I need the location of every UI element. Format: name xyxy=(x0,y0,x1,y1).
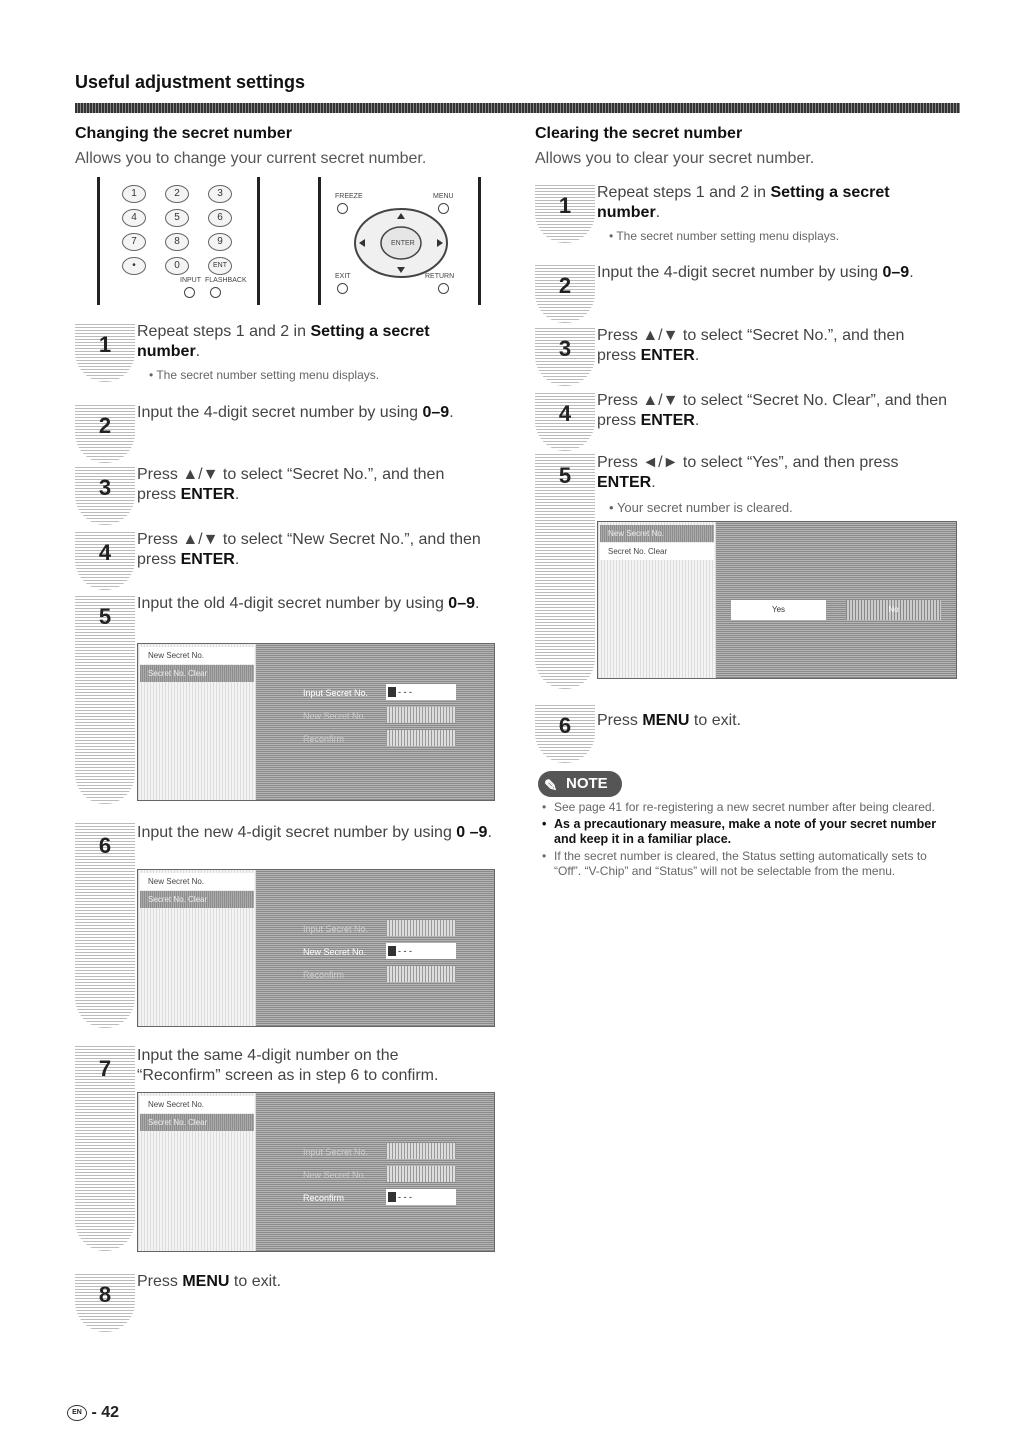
entry-input-secret-no xyxy=(386,1143,456,1159)
row-input-secret-no: Input Secret No. xyxy=(303,924,369,934)
remote-navpad-illustration xyxy=(318,177,481,305)
step-text: Press MENU to exit. xyxy=(597,712,742,729)
right-section-title: Clearing the secret number xyxy=(535,125,743,142)
step-subnote: • The secret number setting menu displays. xyxy=(149,368,380,382)
left-step-2 xyxy=(75,403,500,453)
page-number: EN - 42 xyxy=(67,1404,119,1422)
menu-item-secret-no-clear: Secret No. Clear xyxy=(140,891,254,908)
row-reconfirm: Reconfirm xyxy=(303,970,345,980)
step-subnote: • The secret number setting menu displays. xyxy=(609,229,840,243)
key-7: 7 xyxy=(122,233,146,251)
step-number-badge: 1 xyxy=(75,322,135,382)
input-button-icon xyxy=(184,287,195,298)
note-badge: ✎ NOTE xyxy=(538,771,622,797)
screen-menu-column xyxy=(138,870,256,1026)
key-dot: • xyxy=(122,257,146,275)
row-reconfirm: Reconfirm xyxy=(303,734,345,744)
step-text: Press ▲/▼ to select “Secret No.”, and then press ENTER. xyxy=(137,466,445,503)
menu-item-new-secret-no: New Secret No. xyxy=(140,873,254,890)
note-list xyxy=(540,800,950,881)
step-number-badge: 5 xyxy=(75,594,135,804)
step-number-badge: 1 xyxy=(535,183,595,243)
enter-label: ENTER xyxy=(391,240,415,247)
screen-menu-column xyxy=(138,1093,256,1251)
flashback-button-icon xyxy=(210,287,221,298)
right-section-desc: Allows you to clear your secret number. xyxy=(535,150,815,167)
right-step-3 xyxy=(535,326,960,376)
key-6: 6 xyxy=(208,209,232,227)
step-number-badge: 4 xyxy=(75,530,135,590)
left-step-5 xyxy=(75,594,500,804)
secret-number-screen xyxy=(137,1092,495,1252)
step-text: Press ▲/▼ to select “Secret No.”, and then press ENTER. xyxy=(597,327,905,364)
key-1: 1 xyxy=(122,185,146,203)
step-number-badge: 4 xyxy=(535,391,595,451)
menu-item-secret-no-clear: Secret No. Clear xyxy=(600,543,714,560)
flashback-label: FLASHBACK xyxy=(205,277,247,284)
exit-button-icon xyxy=(337,283,348,294)
return-button-icon xyxy=(438,283,449,294)
left-step-8 xyxy=(75,1272,500,1332)
step-number-badge: 6 xyxy=(535,703,595,763)
left-section-desc: Allows you to change your current secret number. xyxy=(75,150,427,167)
step-text: Input the old 4-digit secret number by using 0–9. xyxy=(137,595,480,612)
left-section-title: Changing the secret number xyxy=(75,125,292,142)
step-number-badge: 3 xyxy=(535,326,595,386)
note-item: • As a precautionary measure, make a note of your secret number and keep it in a familiar place. xyxy=(540,817,950,847)
row-new-secret-no: New Secret No. xyxy=(303,947,367,957)
right-step-2 xyxy=(535,263,960,313)
key-5: 5 xyxy=(165,209,189,227)
pencil-icon: ✎ xyxy=(544,778,558,795)
row-input-secret-no: Input Secret No. xyxy=(303,1147,369,1157)
entry-new-secret-no: - - - xyxy=(386,943,456,959)
key-ent: ENT xyxy=(208,257,232,275)
step-text: Press MENU to exit. xyxy=(137,1273,282,1290)
page-title: Useful adjustment settings xyxy=(75,72,306,92)
right-step-6 xyxy=(535,703,960,763)
row-input-secret-no: Input Secret No. xyxy=(303,688,369,698)
no-option: No xyxy=(846,600,941,620)
left-step-3 xyxy=(75,465,500,515)
freeze-button-icon xyxy=(337,203,348,214)
language-badge: EN xyxy=(67,1405,87,1421)
step-number-badge: 5 xyxy=(535,453,595,689)
step-number-badge: 2 xyxy=(535,263,595,323)
left-step-4 xyxy=(75,530,500,580)
step-text: Input the 4-digit secret number by using 0–9. xyxy=(597,264,914,281)
note-item: • If the secret number is cleared, the Status setting automatically sets to “Off”. “V-Chip” and “Status” will not be selectable from the menu. xyxy=(540,849,950,879)
step-text: Input the same 4-digit number on the “Reconfirm” screen as in step 6 to confirm. xyxy=(137,1047,439,1084)
menu-item-new-secret-no: New Secret No. xyxy=(140,1096,254,1113)
key-2: 2 xyxy=(165,185,189,203)
step-text: Press ◄/► to select “Yes”, and then press ENTER. xyxy=(597,454,899,491)
step-number-badge: 7 xyxy=(75,1046,135,1251)
entry-reconfirm xyxy=(386,730,456,746)
key-8: 8 xyxy=(165,233,189,251)
entry-reconfirm xyxy=(386,966,456,982)
entry-reconfirm: - - - xyxy=(386,1189,456,1205)
step-number-badge: 2 xyxy=(75,403,135,463)
step-number-badge: 3 xyxy=(75,465,135,525)
key-0: 0 xyxy=(165,257,189,275)
secret-number-screen xyxy=(137,643,495,801)
key-4: 4 xyxy=(122,209,146,227)
right-step-1 xyxy=(535,183,960,253)
freeze-label: FREEZE xyxy=(335,193,363,200)
entry-input-secret-no: - - - xyxy=(386,684,456,700)
row-reconfirm: Reconfirm xyxy=(303,1193,345,1203)
entry-new-secret-no xyxy=(386,707,456,723)
step-number-badge: 8 xyxy=(75,1272,135,1332)
right-step-4 xyxy=(535,391,960,441)
menu-item-secret-no-clear: Secret No. Clear xyxy=(140,665,254,682)
step-text: Input the new 4-digit secret number by using 0 –9. xyxy=(137,824,492,841)
step-text: Input the 4-digit secret number by using 0–9. xyxy=(137,404,454,421)
left-step-7 xyxy=(75,1046,500,1256)
right-step-5 xyxy=(535,453,960,689)
step-text: Press ▲/▼ to select “New Secret No.”, and then press ENTER. xyxy=(137,531,481,568)
return-label: RETURN xyxy=(425,273,455,280)
entry-new-secret-no xyxy=(386,1166,456,1182)
screen-menu-column xyxy=(138,644,256,800)
input-label: INPUT xyxy=(180,277,201,284)
menu-item-new-secret-no: New Secret No. xyxy=(600,525,714,542)
remote-keypad-illustration xyxy=(97,177,260,305)
exit-label: EXIT xyxy=(335,273,351,280)
entry-input-secret-no xyxy=(386,920,456,936)
menu-label: MENU xyxy=(433,193,454,200)
screen-menu-column xyxy=(598,522,716,678)
left-step-6 xyxy=(75,823,500,1033)
step-subnote: • Your secret number is cleared. xyxy=(609,500,793,515)
key-9: 9 xyxy=(208,233,232,251)
clear-confirm-screen xyxy=(597,521,957,679)
row-new-secret-no: New Secret No. xyxy=(303,711,367,721)
note-item: • See page 41 for re-registering a new secret number after being cleared. xyxy=(540,800,950,815)
step-text: Repeat steps 1 and 2 in Setting a secret number. xyxy=(597,184,890,221)
step-text: Repeat steps 1 and 2 in Setting a secret number. xyxy=(137,323,430,360)
header-divider xyxy=(75,103,960,113)
step-text: Press ▲/▼ to select “Secret No. Clear”, and then press ENTER. xyxy=(597,392,948,429)
key-3: 3 xyxy=(208,185,232,203)
row-new-secret-no: New Secret No. xyxy=(303,1170,367,1180)
yes-option: Yes xyxy=(731,600,826,620)
step-number-badge: 6 xyxy=(75,823,135,1028)
left-step-1 xyxy=(75,322,500,392)
secret-number-screen xyxy=(137,869,495,1027)
menu-item-secret-no-clear: Secret No. Clear xyxy=(140,1114,254,1131)
menu-item-new-secret-no: New Secret No. xyxy=(140,647,254,664)
